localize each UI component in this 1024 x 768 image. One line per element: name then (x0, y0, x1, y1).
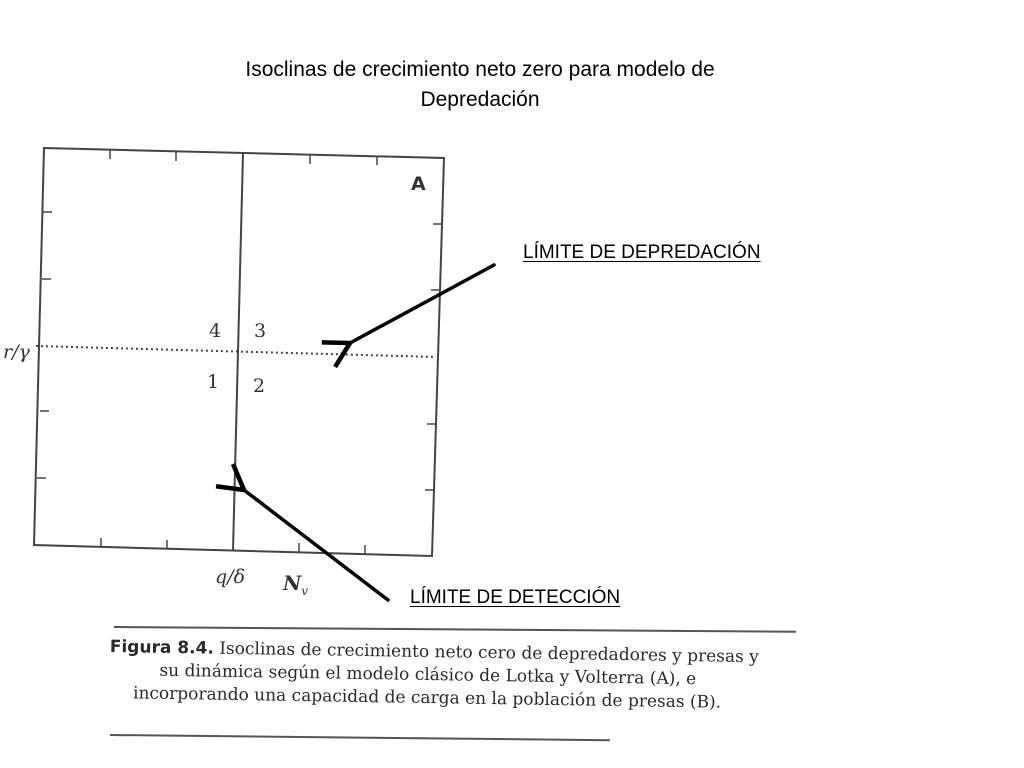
caption-line-3: incorporando una capacidad de carga en la población de presas (B). (132, 683, 722, 713)
prey-isocline (36, 346, 436, 357)
caption-line-1-text: Isoclinas de crecimiento neto cero de depredadores y presas y (219, 638, 760, 668)
quadrant-label-3: 3 (254, 320, 267, 342)
x-axis-variable (282, 571, 308, 598)
caption-rule-top (114, 626, 796, 633)
y-axis-label: r/γ (3, 341, 30, 363)
x-axis-variable-name: N (283, 571, 302, 595)
x-axis-variable-subscript: v (301, 584, 309, 598)
slide-title-line-1: Isoclinas de crecimiento neto zero para modelo de (245, 58, 715, 81)
quadrant-label-2: 2 (253, 375, 266, 397)
callout-predation-limit: LÍMITE DE DEPREDACIÓN (523, 242, 761, 263)
panel-label: A (411, 173, 426, 195)
predation-arrow (350, 265, 494, 343)
quadrant-label-1: 1 (207, 371, 220, 393)
caption-text (109, 636, 800, 716)
caption-rule-bottom (110, 734, 610, 741)
detection-arrow (244, 490, 388, 600)
callout-detection-limit: LÍMITE DE DETECCIÓN (410, 587, 621, 608)
figure-caption (110, 622, 800, 742)
slide-title-line-2: Depredación (420, 88, 540, 111)
quadrant-label-4: 4 (209, 320, 222, 342)
caption-line-2: su dinámica según el modelo clásico de Lotka y Volterra (A), e (159, 660, 697, 690)
caption-label: Figura 8.4. (109, 636, 215, 659)
x-axis-label: q/δ (215, 566, 246, 588)
